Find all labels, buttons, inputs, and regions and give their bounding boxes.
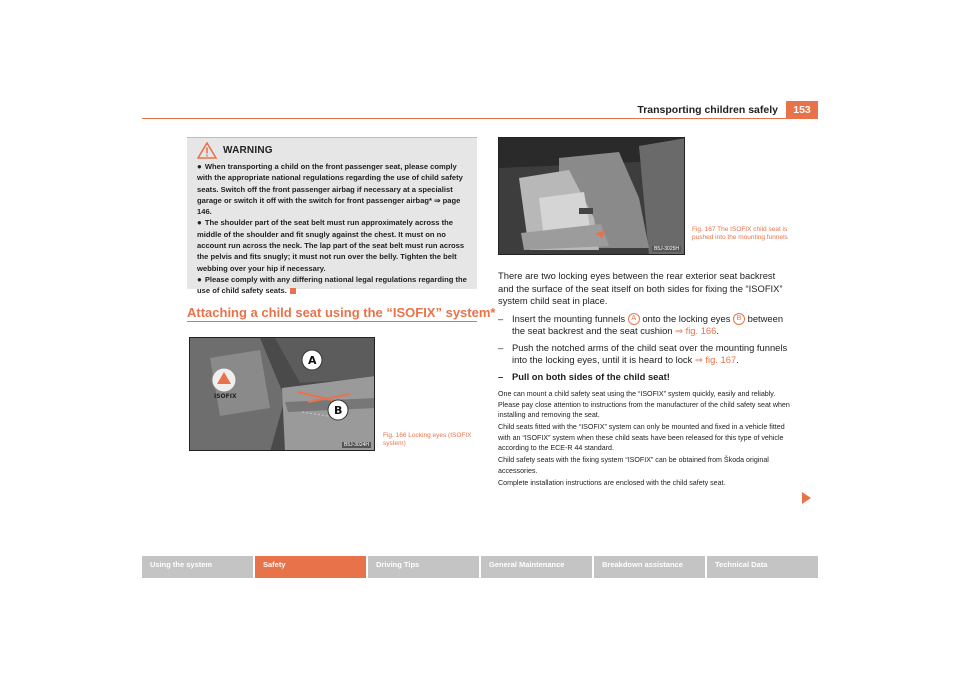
bullet-icon: ● (197, 274, 202, 284)
fig-167-link[interactable]: ⇒ fig. 167 (694, 354, 737, 366)
note-paragraph: Child seats fitted with the “ISOFIX” system can only be mounted and fixed in a vehicle fitted with an “ISOFIX” system when these child seats have been released for this type of vehicle according to the ECE-R 44 standard. (498, 423, 785, 453)
step-3-text: Pull on both sides of the child seat! (512, 370, 670, 382)
warning-item (197, 217, 473, 273)
figure-code: B5J-3024H (343, 442, 369, 448)
warning-item (197, 274, 473, 297)
notes (498, 389, 791, 488)
warning-triangle-icon (197, 142, 217, 159)
footer-tab-general-maintenance[interactable]: General Maintenance (481, 556, 594, 578)
figure-167-image (498, 137, 685, 255)
footer-tab-technical-data[interactable]: Technical Data (707, 556, 818, 578)
figure-167-caption: Fig. 167 The ISOFIX child seat is pushed into the mounting funnels (692, 226, 788, 241)
child-seat-mounting-illustration (499, 138, 685, 255)
isofix-locking-eyes-illustration (190, 338, 375, 451)
footer-tab-driving-tips[interactable]: Driving Tips (368, 556, 481, 578)
note-paragraph: Complete installation instructions are enclosed with the child safety seat. (498, 478, 726, 487)
end-of-section-icon (290, 288, 296, 294)
step-2 (498, 342, 791, 367)
warning-item-text: The shoulder part of the seat belt must run approximately across the middle of the shoulder and fit snugly against the chest. It must on no account run across the neck. The lap part of the seat belt must run across the pelvis and fits snugly; it must not run over the belly. Tighten the belt webbing over your hip if necessary. (197, 218, 465, 273)
step-1 (498, 313, 791, 338)
note-paragraph: Child safety seats with the fixing system “ISOFIX” can be obtained from Škoda original accessories. (498, 456, 769, 475)
warning-body (197, 161, 473, 297)
warning-item-text: When transporting a child on the front passenger seat, please comply with the appropriate national regulations regarding the use of child safety seats. Switch off the front passenger airbag if necessary at a specialist garage or switch it off with the switch for front passenger airbag* ⇒ page 146. (197, 162, 463, 217)
section-rule (187, 321, 477, 322)
fig-166-link[interactable]: ⇒ fig. 166 (675, 325, 717, 337)
figure-166-caption: Fig. 166 Locking eyes (ISOFIX system) (383, 432, 472, 447)
section-title: Attaching a child seat using the “ISOFIX” system* (187, 305, 496, 320)
step-1-text-a: Insert the mounting funnels (512, 312, 626, 324)
label-a: A (308, 354, 317, 367)
isofix-label-icon: ISOFIX (214, 393, 237, 400)
footer-chapter-nav (142, 556, 818, 578)
footer-tab-using-the-system[interactable]: Using the system (142, 556, 255, 578)
main-text-column (498, 270, 791, 490)
step-1-end: . (716, 325, 719, 337)
figure-code: B5J-3025H (653, 246, 679, 252)
label-b: B (334, 404, 343, 417)
dash-marker: – (498, 312, 504, 324)
step-3 (498, 371, 791, 384)
step-1-text-c: between the seat backrest and the seat cushion (512, 312, 784, 337)
warning-title: WARNING (223, 145, 273, 156)
running-header-title: Transporting children safely (637, 104, 778, 116)
figure-166-image (189, 337, 375, 451)
instruction-steps (498, 313, 791, 384)
bullet-icon: ● (197, 218, 202, 228)
step-1-text-b: onto the locking eyes (642, 312, 731, 324)
dash-marker: – (498, 341, 504, 353)
intro-paragraph: There are two locking eyes between the rear exterior seat backrest and the surface of the seat itself on both sides for fixing the “ISOFIX” system child seat in place. (498, 270, 783, 306)
warning-item-text: Please comply with any differing national legal regulations regarding the use of child safety seats. (197, 274, 467, 296)
warning-item (197, 161, 473, 217)
circled-b-icon: B (733, 313, 745, 325)
circled-a-icon: A (628, 313, 640, 325)
warning-box (187, 137, 477, 296)
footer-tab-breakdown-assistance[interactable]: Breakdown assistance (594, 556, 707, 578)
step-2-end: . (736, 354, 739, 366)
footer-tab-safety[interactable]: Safety (255, 556, 368, 578)
next-page-arrow-icon[interactable] (802, 492, 811, 504)
bullet-icon: ● (197, 162, 202, 171)
dash-marker: – (498, 370, 504, 382)
page-number: 153 (786, 101, 818, 119)
note-paragraph: One can mount a child safety seat using the “ISOFIX” system quickly, easily and reliably. Please pay close attention to instructions from the manufacturer of the child safety seat when installing and removing the seat. (498, 390, 790, 420)
step-2-text: Push the notched arms of the child seat over the mounting funnels into the locking eyes, until it is heard to lock (512, 341, 788, 366)
header-rule (142, 118, 818, 119)
